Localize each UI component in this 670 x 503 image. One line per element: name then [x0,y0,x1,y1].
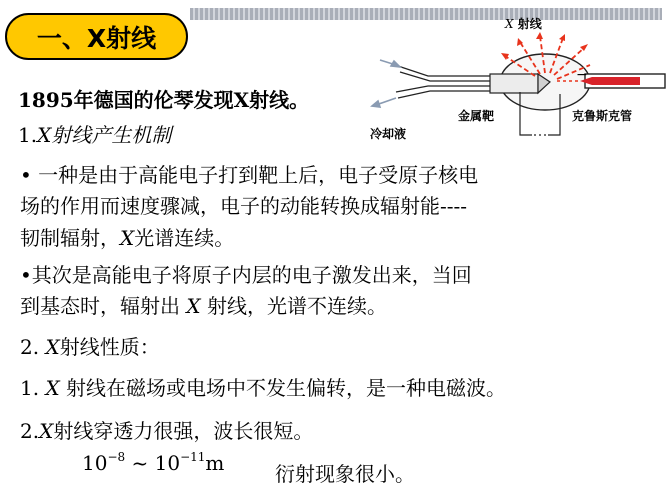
bullet2-line2: 到基态时，辐射出 X 射线，光谱不连续。 [20,294,387,318]
section2-heading: 2. X射线性质： [20,335,160,359]
section-title-text: 一、X射线 [36,23,157,53]
diffraction-note: 衍射现象很小。 [275,462,415,486]
bullet-marker: • [20,263,32,287]
intro-line: 1895年德国的伦琴发现X射线。 [18,88,310,112]
bullet1-line3: 韧制辐射，X光谱连续。 [20,226,235,250]
coolant-arrows [372,60,400,107]
bullet-marker: • [20,163,32,187]
property2-line: 2.X射线穿透力很强，波长很短。 [20,419,314,443]
xray-tube-diagram [360,10,670,145]
section1-heading: 1.X射线产生机制 [18,123,172,147]
coolant-label: 冷却液 [370,127,407,141]
bullet1-line2: 场的作用而速度骤减，电子的动能转换成辐射能---- [20,194,468,218]
cathode-minus-sign: − [576,67,588,83]
coolant-pipes [396,66,500,98]
target-label: 金属靶 [458,109,495,123]
xray-label: X 射线 [505,17,542,31]
tube-label: 克鲁斯克管 [572,109,633,123]
bullet1-line1: • 一种是由于高能电子打到靶上后，电子受原子核电 [20,163,479,187]
wavelength-formula: $10^{-8}$ ~ $10^{-11}m$ [82,450,225,475]
bullet2-line1: •其次是高能电子将原子内层的电子激发出来，当回 [20,263,472,287]
cathode-filament [592,77,640,85]
section-title [5,13,188,60]
target-rod [490,74,538,93]
property1-line: 1. X 射线在磁场或电场中不发生偏转，是一种电磁波。 [20,376,507,400]
